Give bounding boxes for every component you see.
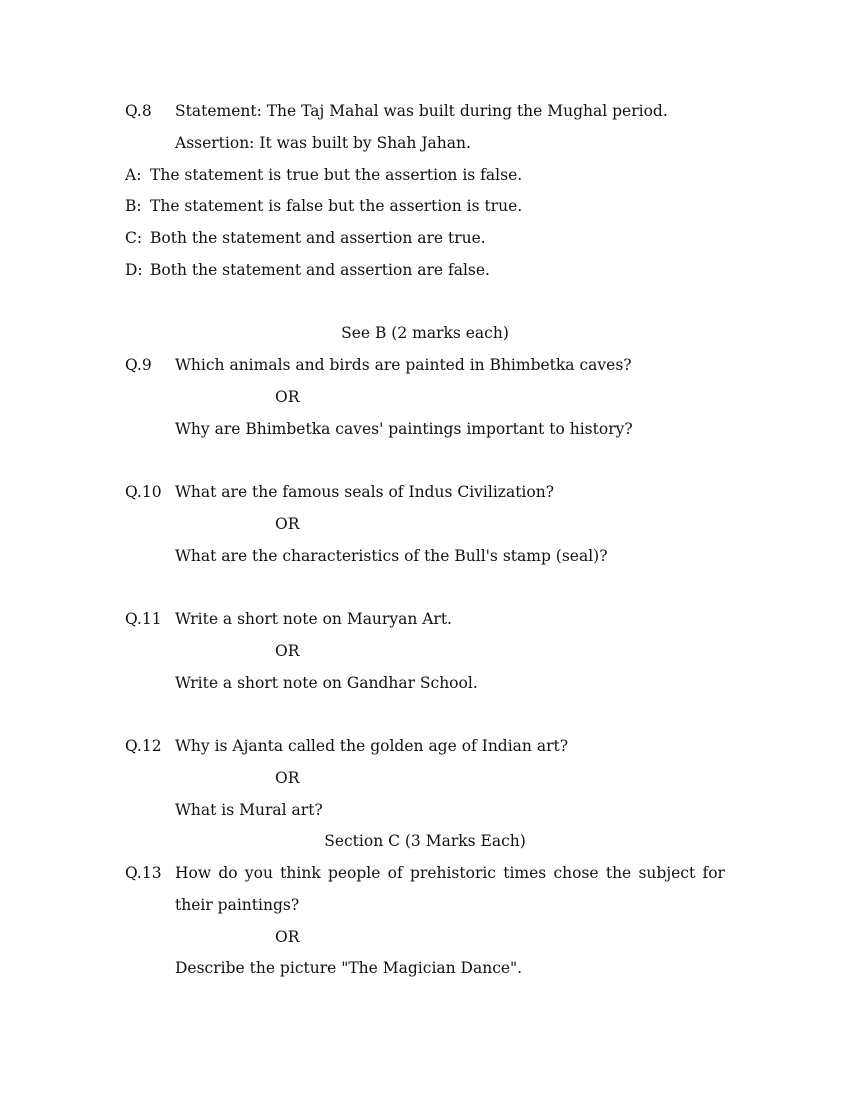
question-number-13: Q.13 [125, 864, 162, 882]
q12-or: OR [275, 769, 300, 787]
q11-alternative: Write a short note on Gandhar School. [175, 674, 478, 692]
q12-question: Why is Ajanta called the golden age of Indian art? [175, 737, 569, 755]
q13-word: How [175, 864, 212, 882]
q13-word: times [503, 864, 547, 882]
q13-word: chose [553, 864, 599, 882]
q11-or: OR [275, 642, 300, 660]
q13-question-line1 [175, 863, 725, 883]
q8-option-a-text: The statement is true but the assertion is false. [150, 166, 523, 184]
q13-word: the [605, 864, 632, 882]
question-number-10: Q.10 [125, 483, 162, 501]
q13-word: subject [638, 864, 696, 882]
section-c-heading: Section C (3 Marks Each) [324, 832, 526, 850]
q13-word: people [327, 864, 381, 882]
q9-or: OR [275, 388, 300, 406]
q8-option-a-letter: A: [125, 166, 142, 184]
q12-alternative: What is Mural art? [175, 801, 323, 819]
q13-or: OR [275, 928, 300, 946]
q10-question: What are the famous seals of Indus Civilization? [175, 483, 555, 501]
question-number-12: Q.12 [125, 737, 162, 755]
q13-word: think [280, 864, 321, 882]
question-number-8: Q.8 [125, 102, 152, 120]
q8-option-d-letter: D: [125, 261, 143, 279]
q11-question: Write a short note on Mauryan Art. [175, 610, 452, 628]
q8-assertion: Assertion: It was built by Shah Jahan. [175, 134, 471, 152]
q10-alternative: What are the characteristics of the Bull's stamp (seal)? [175, 547, 608, 565]
q13-word: prehistoric [409, 864, 496, 882]
q13-word: do [218, 864, 238, 882]
q13-word: you [244, 864, 273, 882]
question-number-11: Q.11 [125, 610, 162, 628]
q9-question: Which animals and birds are painted in Bhimbetka caves? [175, 356, 632, 374]
q13-alternative: Describe the picture "The Magician Dance". [175, 959, 523, 977]
q8-option-b-text: The statement is false but the assertion is true. [150, 197, 523, 215]
q8-option-c-letter: C: [125, 229, 143, 247]
section-b-heading: See B (2 marks each) [341, 324, 509, 342]
q8-option-c-text: Both the statement and assertion are true. [150, 229, 486, 247]
q9-alternative: Why are Bhimbetka caves' paintings important to history? [175, 420, 633, 438]
q13-word: of [387, 864, 403, 882]
q8-option-d-text: Both the statement and assertion are false. [150, 261, 490, 279]
q8-statement: Statement: The Taj Mahal was built during the Mughal period. [175, 102, 668, 120]
q13-word: for [702, 864, 725, 882]
question-number-9: Q.9 [125, 356, 152, 374]
q8-option-b-letter: B: [125, 197, 142, 215]
q13-question-line2: their paintings? [175, 896, 300, 914]
q10-or: OR [275, 515, 300, 533]
